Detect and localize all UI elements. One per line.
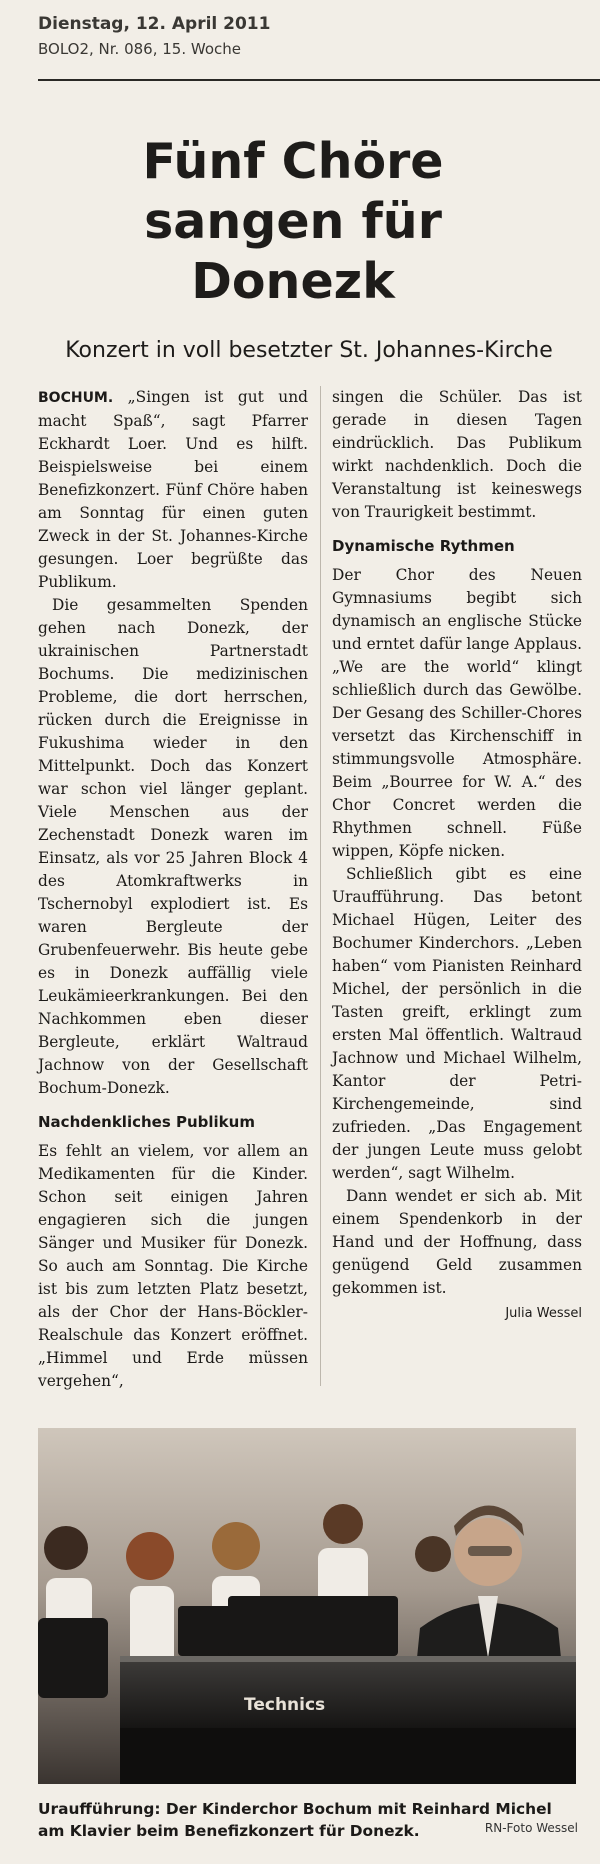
column-divider bbox=[320, 386, 321, 1386]
section-heading: Dynamische Rythmen bbox=[332, 537, 515, 555]
header-rule bbox=[38, 79, 600, 81]
paragraph: singen die Schüler. Das ist gerade in diesen Tagen eindrücklich. Das Publikum wirkt nachdenklich. Doch die Veranstaltung ist keineswegs von Traurigkeit bestimmt. bbox=[332, 388, 582, 521]
article-subheadline: Konzert in voll besetzter St. Johannes-Kirche bbox=[65, 338, 553, 363]
author-byline: Julia Wessel bbox=[505, 1306, 582, 1321]
piano-brand-logo: Technics bbox=[244, 1695, 326, 1715]
article-column-2 bbox=[332, 386, 582, 1325]
headline-line-1: Fünf Chöre bbox=[142, 133, 444, 190]
article-headline bbox=[38, 132, 548, 312]
paragraph bbox=[38, 386, 308, 594]
headline-line-3: Donezk bbox=[191, 253, 395, 310]
concert-photo bbox=[38, 1428, 576, 1784]
paragraph-text: „Singen ist gut und macht Spaß“, sagt Pfarrer Eckhardt Loer. Und es hilft. Beispielsweise bei einem Benefizkonzert. Fünf Chöre haben am Sonntag für einen guten Zweck in der St. Johannes-Kirche gesungen. Loer begrüßte das Publikum. bbox=[38, 388, 308, 591]
headline-line-2: sangen für bbox=[144, 193, 442, 250]
issue-number: BOLO2, Nr. 086, 15. Woche bbox=[38, 40, 241, 58]
photo-credit: RN-Foto Wessel bbox=[484, 1821, 578, 1835]
paragraph: Schließlich gibt es eine Uraufführung. Das betont Michael Hügen, Leiter des Bochumer Kinderchors. „Leben haben“ vom Pianisten Reinhard Michel, der persönlich in die Tasten greift, erklingt zum ersten Mal öffentlich. Waltraud Jachnow und Michael Wilhelm, Kantor der Petri-Kirchengemeinde, sind zufrieden. „Das Engagement der jungen Leute muss gelobt werden“, sagt Wilhelm. bbox=[332, 865, 582, 1182]
paragraph: Dann wendet er sich ab. Mit einem Spendenkorb in der Hand und der Hoffnung, dass genügend Geld zusammen gekommen ist. bbox=[332, 1187, 582, 1297]
article-column-1 bbox=[38, 386, 308, 1393]
paragraph: Der Chor des Neuen Gymnasiums begibt sich dynamisch an englische Stücke und erntet dafür lange Applaus. „We are the world“ klingt schließlich durch das Gewölbe. Der Gesang des Schiller-Chores versetzt das Kirchenschiff in stimmungsvolle Atmosphäre. Beim „Bourree for W. A.“ des Chor Concret werden die Rhythmen schnell. Füße wippen, Köpfe nicken. bbox=[332, 566, 582, 860]
issue-date: Dienstag, 12. April 2011 bbox=[38, 14, 271, 34]
section-heading: Nachdenkliches Publikum bbox=[38, 1113, 255, 1131]
photo-caption: Uraufführung: Der Kinderchor Bochum mit Reinhard Michel am Klavier beim Benefizkonzert für Donezk. bbox=[38, 1800, 552, 1840]
paragraph: Die gesammelten Spenden gehen nach Donezk, der ukrainischen Partnerstadt Bochums. Die medizinischen Probleme, die dort herrschen, rücken durch die Ereignisse in Fukushima wieder in den Mittelpunkt. Doch das Konzert war schon viel länger geplant. Viele Menschen aus der Zechenstadt Donezk waren im Einsatz, als vor 25 Jahren Block 4 des Atomkraftwerks in Tschernobyl explodiert ist. Es waren Bergleute der Grubenfeuerwehr. Bis heute gebe es in Donezk auffällig viele Leukämieerkrankungen. Bei den Nachkommen eben dieser Bergleute, erklärt Waltraud Jachnow von der Gesellschaft Bochum-Donezk. bbox=[38, 596, 308, 1097]
dateline: BOCHUM. bbox=[38, 390, 114, 406]
paragraph: Es fehlt an vielem, vor allem an Medikamenten für die Kinder. Schon seit einigen Jahren engagieren sich die jungen Sänger und Musiker für Donezk. So auch am Sonntag. Die Kirche ist bis zum letzten Platz besetzt, als der Chor der Hans-Böckler-Realschule das Konzert eröffnet. „Himmel und Erde müssen vergehen“, bbox=[38, 1142, 308, 1390]
